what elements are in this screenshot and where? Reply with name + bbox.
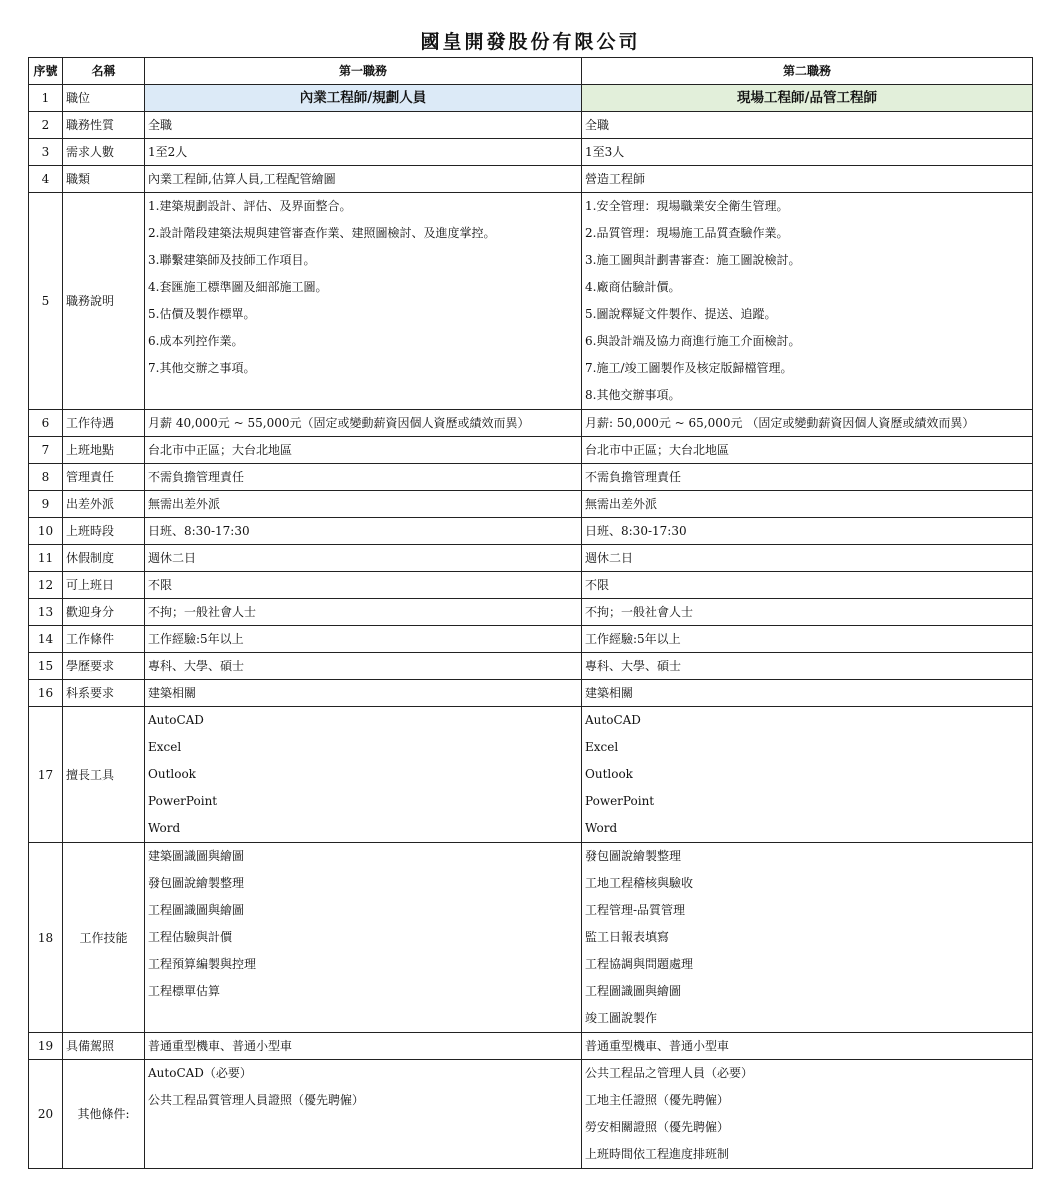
header-seq: 序號 bbox=[29, 58, 63, 85]
row-label: 上班地點 bbox=[63, 437, 145, 464]
list-item: 8.其他交辦事項。 bbox=[585, 388, 681, 402]
table-row bbox=[29, 193, 1033, 410]
job2-value: 月薪: 50,000元 ~ 65,000元 （固定或變動薪資因個人資歷或績效而異） bbox=[582, 410, 1033, 437]
job2-value: 專科、大學、碩士 bbox=[582, 653, 1033, 680]
job2-value: 1至3人 bbox=[582, 139, 1033, 166]
row-number: 9 bbox=[29, 491, 63, 518]
row-number: 20 bbox=[29, 1060, 63, 1169]
row-label: 擅長工具 bbox=[63, 707, 145, 843]
list-item: AutoCAD bbox=[585, 713, 641, 727]
row-number: 2 bbox=[29, 112, 63, 139]
list-item: 4.套匯施工標準圖及細部施工圖。 bbox=[148, 280, 328, 294]
job1-tools bbox=[145, 707, 582, 843]
list-item: 竣工圖說製作 bbox=[585, 1011, 658, 1025]
row-number: 13 bbox=[29, 599, 63, 626]
job-table bbox=[28, 57, 1033, 1169]
row-label: 歡迎身分 bbox=[63, 599, 145, 626]
row-label: 可上班日 bbox=[63, 572, 145, 599]
row-number: 17 bbox=[29, 707, 63, 843]
job2-value: 營造工程師 bbox=[582, 166, 1033, 193]
row-number: 4 bbox=[29, 166, 63, 193]
list-item: Outlook bbox=[585, 767, 633, 781]
job1-value: 無需出差外派 bbox=[145, 491, 582, 518]
list-item: 2.設計階段建築法規與建管審查作業、建照圖檢討、及進度掌控。 bbox=[148, 226, 496, 240]
row-label: 工作待遇 bbox=[63, 410, 145, 437]
row-label: 具備駕照 bbox=[63, 1033, 145, 1060]
row-number: 16 bbox=[29, 680, 63, 707]
job1-value: 工作經驗:5年以上 bbox=[145, 626, 582, 653]
list-item: 工程協調與問題處理 bbox=[585, 957, 694, 971]
row-number: 11 bbox=[29, 545, 63, 572]
table-row bbox=[29, 139, 1033, 166]
company-title: 國皇開發股份有限公司 bbox=[420, 31, 641, 53]
job2-value: 全職 bbox=[582, 112, 1033, 139]
job2-value: 不拘；一般社會人士 bbox=[582, 599, 1033, 626]
list-item: 公共工程品質管理人員證照（優先聘僱） bbox=[148, 1093, 365, 1107]
list-item: PowerPoint bbox=[148, 794, 218, 808]
job2-value: 工作經驗:5年以上 bbox=[582, 626, 1033, 653]
table-row bbox=[29, 843, 1033, 1033]
job1-duties bbox=[145, 193, 582, 410]
list-item: AutoCAD（必要） bbox=[148, 1066, 252, 1080]
list-item: 工地主任證照（優先聘僱） bbox=[585, 1093, 730, 1107]
job1-value: 內業工程師,估算人員,工程配管繪圖 bbox=[145, 166, 582, 193]
table-row bbox=[29, 545, 1033, 572]
list-item: 監工日報表填寫 bbox=[585, 930, 670, 944]
row-number: 15 bbox=[29, 653, 63, 680]
list-item: Word bbox=[585, 821, 618, 835]
table-row bbox=[29, 680, 1033, 707]
job2-position: 現場工程師/品管工程師 bbox=[582, 85, 1033, 112]
list-item: 工程管理-品質管理 bbox=[585, 903, 686, 917]
row-label: 出差外派 bbox=[63, 491, 145, 518]
table-row bbox=[29, 707, 1033, 843]
list-item: Excel bbox=[148, 740, 182, 754]
list-item: 4.廠商估驗計價。 bbox=[585, 280, 681, 294]
list-item: 工程標單估算 bbox=[148, 984, 221, 998]
job1-value: 全職 bbox=[145, 112, 582, 139]
row-label: 職務性質 bbox=[63, 112, 145, 139]
row-label: 工作條件 bbox=[63, 626, 145, 653]
table-row bbox=[29, 1060, 1033, 1169]
row-label: 學歷要求 bbox=[63, 653, 145, 680]
job2-value: 不需負擔管理責任 bbox=[582, 464, 1033, 491]
job1-value: 不需負擔管理責任 bbox=[145, 464, 582, 491]
table-row bbox=[29, 437, 1033, 464]
list-item: 上班時間依工程進度排班制 bbox=[585, 1147, 730, 1161]
job2-tools bbox=[582, 707, 1033, 843]
job1-value: 週休二日 bbox=[145, 545, 582, 572]
list-item: 7.其他交辦之事項。 bbox=[148, 361, 256, 375]
table-row bbox=[29, 518, 1033, 545]
table-row bbox=[29, 572, 1033, 599]
row-label: 上班時段 bbox=[63, 518, 145, 545]
table-row bbox=[29, 653, 1033, 680]
list-item: 工程圖識圖與繪圖 bbox=[148, 903, 245, 917]
list-item: 1.建築規劃設計、評估、及界面整合。 bbox=[148, 199, 352, 213]
job1-value: 台北市中正區；大台北地區 bbox=[145, 437, 582, 464]
row-label: 其他條件: bbox=[63, 1060, 145, 1169]
job2-skills bbox=[582, 843, 1033, 1033]
row-number: 10 bbox=[29, 518, 63, 545]
job1-other bbox=[145, 1060, 582, 1169]
row-label: 科系要求 bbox=[63, 680, 145, 707]
row-number: 5 bbox=[29, 193, 63, 410]
row-number: 19 bbox=[29, 1033, 63, 1060]
row-number: 6 bbox=[29, 410, 63, 437]
job2-value: 普通重型機車、普通小型車 bbox=[582, 1033, 1033, 1060]
header-row bbox=[29, 58, 1033, 85]
list-item: 建築圖識圖與繪圖 bbox=[148, 849, 245, 863]
row-number: 3 bbox=[29, 139, 63, 166]
list-item: 勞安相關證照（優先聘僱） bbox=[585, 1120, 730, 1134]
job1-position: 內業工程師/規劃人員 bbox=[145, 85, 582, 112]
job2-value: 不限 bbox=[582, 572, 1033, 599]
job1-value: 不拘；一般社會人士 bbox=[145, 599, 582, 626]
list-item: AutoCAD bbox=[148, 713, 204, 727]
job1-value: 日班、8:30-17:30 bbox=[145, 518, 582, 545]
row-label: 職位 bbox=[63, 85, 145, 112]
table-row bbox=[29, 464, 1033, 491]
header-name: 名稱 bbox=[63, 58, 145, 85]
list-item: 7.施工/竣工圖製作及核定版歸檔管理。 bbox=[585, 361, 793, 375]
job2-value: 週休二日 bbox=[582, 545, 1033, 572]
job2-duties bbox=[582, 193, 1033, 410]
row-label: 職務說明 bbox=[63, 193, 145, 410]
job2-other bbox=[582, 1060, 1033, 1169]
list-item: 發包圖說繪製整理 bbox=[585, 849, 682, 863]
header-job1: 第一職務 bbox=[145, 58, 582, 85]
row-number: 7 bbox=[29, 437, 63, 464]
job2-value: 無需出差外派 bbox=[582, 491, 1033, 518]
row-label: 職類 bbox=[63, 166, 145, 193]
list-item: 工程預算編製與控理 bbox=[148, 957, 257, 971]
list-item: 工地工程稽核與驗收 bbox=[585, 876, 694, 890]
list-item: Word bbox=[148, 821, 181, 835]
header-job2: 第二職務 bbox=[582, 58, 1033, 85]
row-label: 休假制度 bbox=[63, 545, 145, 572]
list-item: 3.聯繫建築師及技師工作項目。 bbox=[148, 253, 316, 267]
job2-value: 台北市中正區；大台北地區 bbox=[582, 437, 1033, 464]
row-label: 工作技能 bbox=[63, 843, 145, 1033]
list-item: 6.成本列控作業。 bbox=[148, 334, 244, 348]
table-row bbox=[29, 410, 1033, 437]
table-row bbox=[29, 626, 1033, 653]
table-row bbox=[29, 599, 1033, 626]
table-row bbox=[29, 491, 1033, 518]
list-item: 公共工程品之管理人員（必要） bbox=[585, 1066, 754, 1080]
row-number: 18 bbox=[29, 843, 63, 1033]
list-item: 2.品質管理：現場施工品質查驗作業。 bbox=[585, 226, 789, 240]
list-item: 1.安全管理：現場職業安全衛生管理。 bbox=[585, 199, 789, 213]
table-row bbox=[29, 166, 1033, 193]
row-number: 14 bbox=[29, 626, 63, 653]
row-number: 1 bbox=[29, 85, 63, 112]
job2-value: 建築相關 bbox=[582, 680, 1033, 707]
list-item: 工程估驗與計價 bbox=[148, 930, 233, 944]
job1-value: 不限 bbox=[145, 572, 582, 599]
table-row bbox=[29, 1033, 1033, 1060]
list-item: 5.圖說釋疑文件製作、提送、追蹤。 bbox=[585, 307, 777, 321]
list-item: Outlook bbox=[148, 767, 196, 781]
job1-value: 建築相關 bbox=[145, 680, 582, 707]
job1-value: 月薪 40,000元 ~ 55,000元（固定或變動薪資因個人資歷或績效而異） bbox=[145, 410, 582, 437]
list-item: 5.估價及製作標單。 bbox=[148, 307, 256, 321]
job1-skills bbox=[145, 843, 582, 1033]
list-item: 工程圖識圖與繪圖 bbox=[585, 984, 682, 998]
list-item: PowerPoint bbox=[585, 794, 655, 808]
table-row bbox=[29, 85, 1033, 112]
row-number: 12 bbox=[29, 572, 63, 599]
list-item: 6.與設計端及協力商進行施工介面檢討。 bbox=[585, 334, 801, 348]
row-label: 需求人數 bbox=[63, 139, 145, 166]
job1-value: 1至2人 bbox=[145, 139, 582, 166]
row-label: 管理責任 bbox=[63, 464, 145, 491]
list-item: 3.施工圖與計劃書審查：施工圖說檢討。 bbox=[585, 253, 801, 267]
row-number: 8 bbox=[29, 464, 63, 491]
list-item: 發包圖說繪製整理 bbox=[148, 876, 245, 890]
table-row bbox=[29, 112, 1033, 139]
list-item: Excel bbox=[585, 740, 619, 754]
job1-value: 專科、大學、碩士 bbox=[145, 653, 582, 680]
job2-value: 日班、8:30-17:30 bbox=[582, 518, 1033, 545]
job1-value: 普通重型機車、普通小型車 bbox=[145, 1033, 582, 1060]
